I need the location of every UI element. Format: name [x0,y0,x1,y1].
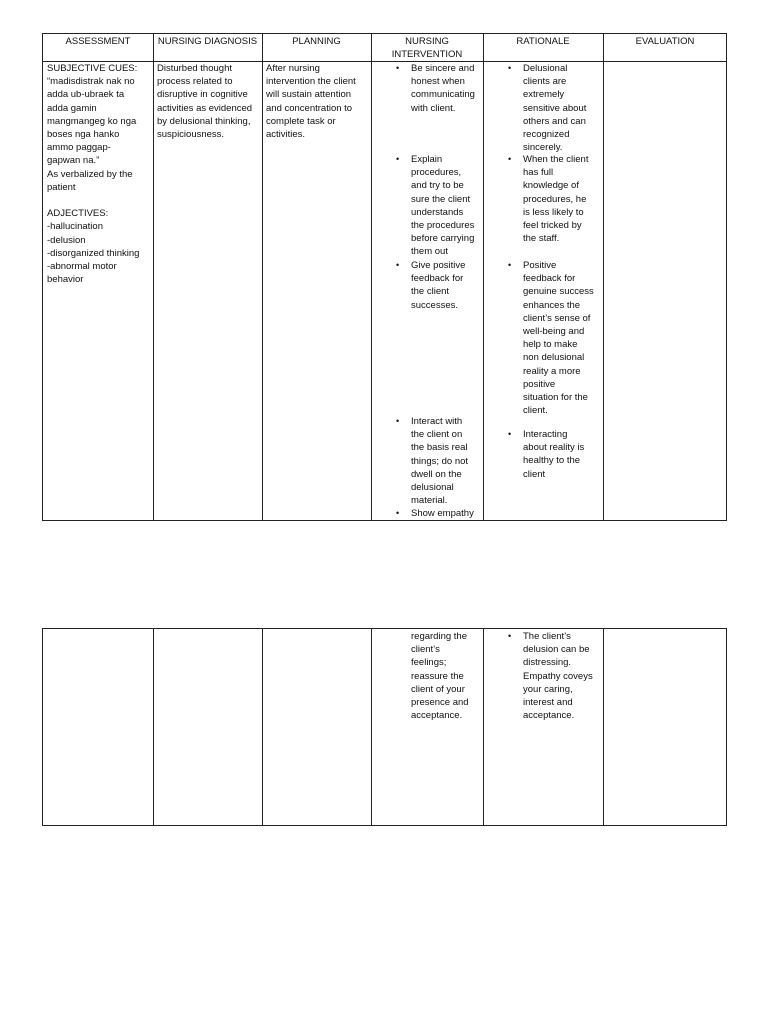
header-nursing-diagnosis: NURSING DIAGNOSIS [157,36,258,47]
nursing-diagnosis-cell: Disturbed thought process related to disruptive in cognitive activities as evidenced by delusional thinking, suspiciousness. [157,63,253,141]
header-rationale: RATIONALE [516,36,570,47]
assessment-cell: SUBJECTIVE CUES: “madisdistrak nak no adda ub-ubraek ta adda gamin mangmangeg ko nga boses nga hanko ammo paggap- gapwan na.” As verbalized by the patient ADJECTIVES: -hallucination -delusion -disorganized thinking -abnormal motor behavior [47,63,140,286]
header-planning: PLANNING [292,36,341,47]
planning-cell: After nursing intervention the client will sustain attention and concentration to complete task or activities. [266,63,356,141]
intervention-continuation: regarding the client’s feelings; reassure the client of your presence and acceptance. [411,631,469,722]
header-evaluation: EVALUATION [635,36,695,47]
header-assessment: ASSESSMENT [65,36,131,47]
care-plan-table: ASSESSMENT NURSING DIAGNOSIS PLANNING NURSING INTERVENTION RATIONALE EVALUATION SUBJECTIVE CUES: “madisdistrak nak no adda ub-ubraek ta adda gamin mangmangeg ko nga boses nga hanko ammo paggap- gapwan na.” As verbalized by the patient ADJECTIVES: -hallucination -delusion -disorganized thinking -abnormal motor behavior Disturbed thought process related to disruptive in cognitive activities as evidenced by delusional thinking, suspiciousness. After nursing intervention the client will sustain attention and concentration to complete task or activities. • Be sincere and honest when communicating with client. • Explain procedures, and try to be sure the client understands the procedures before carrying them out • Give positive feedback for the client successes. • Interact with the client on the basis real things; do not dwell on the delusional material. • Show empathy • Delusional clients are extremely sensitive about others and can recognized sincerely. • When the client has full knowledge of procedures, he is less likely to feel tricked by the staff. • Positive feedback for genuine success enhances the client’s sense of well-being and help to make non delusional reality a more positive situation for the client. • Interacting about reality is healthy to the client [42,33,727,521]
care-plan-table-continued: regarding the client’s feelings; reassure the client of your presence and acceptance. • The client’s delusion can be distressing. Empathy coveys your caring, interest and acceptance. [42,628,727,826]
header-nursing-intervention: NURSING INTERVENTION [391,36,463,60]
